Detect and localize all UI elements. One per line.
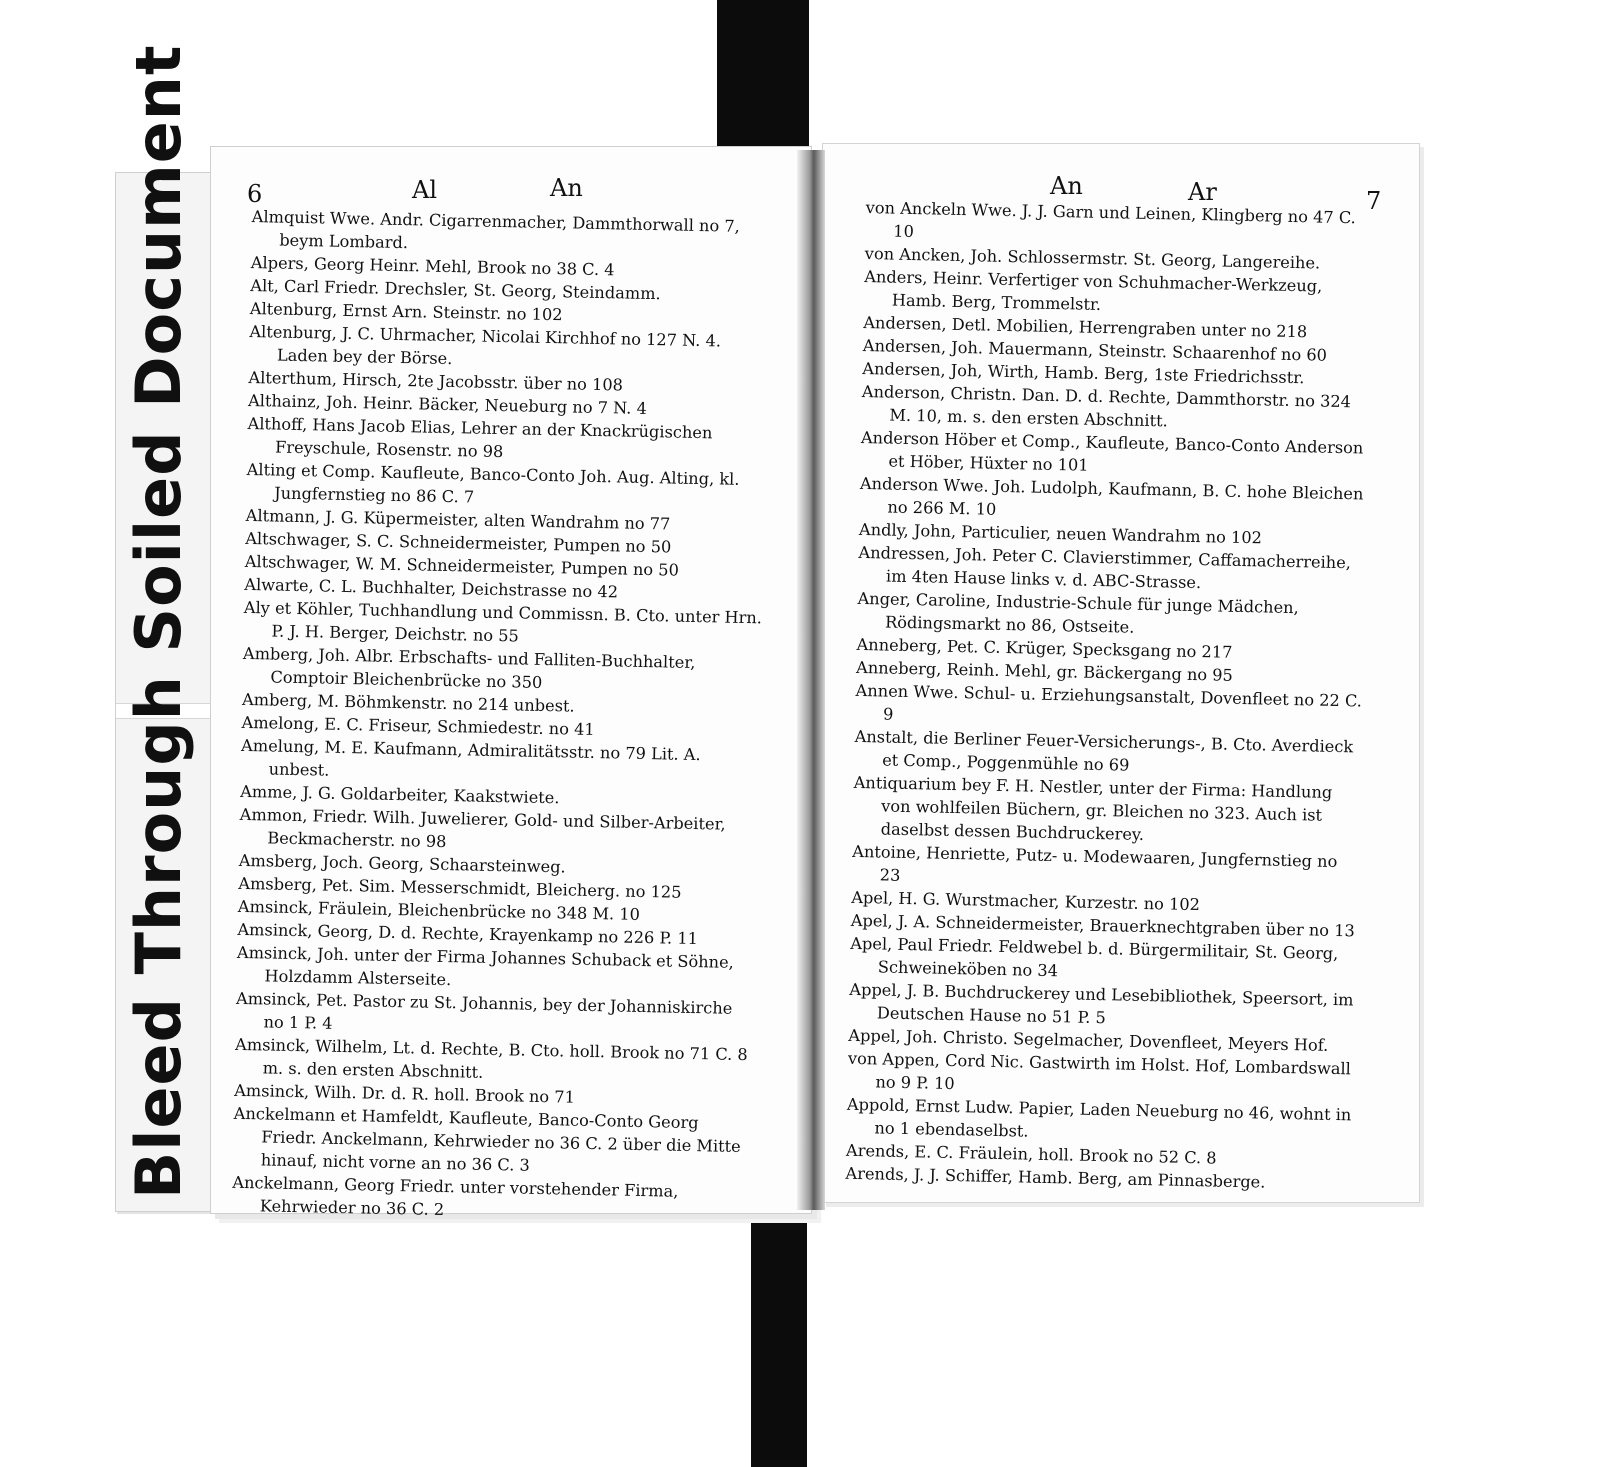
left-running-head-last: An: [550, 174, 583, 202]
binding-strip-top: [717, 0, 809, 152]
directory-entry: Anstalt, die Berliner Feuer-Versicherungs-, B. Cto. Averdieck et Comp., Poggenmühle no 69: [854, 726, 1354, 775]
directory-entry: Anderson Wwe. Joh. Ludolph, Kaufmann, B. C. hohe Bleichen no 266 M. 10: [859, 473, 1364, 519]
directory-entry: Alpers, Georg Heinr. Mehl, Brook no 38 C. 4: [250, 252, 615, 280]
directory-entry: Amme, J. G. Goldarbeiter, Kaakstwiete.: [240, 781, 560, 808]
directory-entry: Amsinck, Wilhelm, Lt. d. Rechte, B. Cto. holl. Brook no 71 C. 8 m. s. den ersten Abschnitt.: [234, 1034, 748, 1082]
directory-entry: Apel, J. A. Schneidermeister, Brauerknechtgraben über no 13: [850, 910, 1355, 941]
right-page-number: 7: [1366, 187, 1382, 215]
directory-entry: Aly et Köhler, Tuchhandlung und Commissn. B. Cto. unter Hrn. P. J. H. Berger, Deichstr. no 55: [243, 597, 763, 646]
directory-entry: Althoff, Hans Jacob Elias, Lehrer an der Knackrügischen Freyschule, Rosenstr. no 98: [247, 413, 713, 462]
directory-entry: Amsinck, Georg, D. d. Rechte, Krayenkamp no 226 P. 11: [237, 919, 699, 949]
directory-entry: Appold, Ernst Ludw. Papier, Laden Neueburg no 46, wohnt in no 1 ebendaselbst.: [846, 1094, 1352, 1141]
right-running-head-last: Ar: [1188, 178, 1217, 206]
directory-entry: Alting et Comp. Kaufleute, Banco-Conto Joh. Aug. Alting, kl. Jungfernstieg no 86 C. 7: [246, 459, 740, 507]
directory-entry: Amelung, M. E. Kaufmann, Admiralitätsstr. no 79 Lit. A. unbest.: [240, 735, 701, 780]
directory-entry: Alterthum, Hirsch, 2te Jacobsstr. über no 108: [248, 367, 624, 395]
directory-entry: Alt, Carl Friedr. Drechsler, St. Georg, Steindamm.: [250, 275, 661, 304]
directory-entry: Antoine, Henriette, Putz- u. Modewaaren, Jungfernstieg no 23: [852, 841, 1338, 885]
directory-entry: Anneberg, Pet. C. Krüger, Specksgang no 217: [856, 634, 1233, 662]
directory-entry: Amsinck, Pet. Pastor zu St. Johannis, bey der Johanniskirche no 1 P. 4: [235, 988, 733, 1033]
directory-entry: Andersen, Detl. Mobilien, Herrengraben unter no 218: [863, 312, 1308, 342]
directory-entry: Arends, J. J. Schiffer, Hamb. Berg, am Pinnasberge.: [845, 1163, 1266, 1192]
directory-entry: Amsberg, Pet. Sim. Messerschmidt, Bleicherg. no 125: [238, 873, 682, 902]
directory-entry: Anderson, Christn. Dan. D. d. Rechte, Dammthorstr. no 324 M. 10, m. s. den ersten Abschnitt.: [861, 381, 1352, 431]
left-page-number: 6: [247, 180, 263, 208]
directory-entry: Appel, J. B. Buchdruckerey und Lesebibliothek, Speersort, im Deutschen Hause no 51 P. 5: [849, 979, 1354, 1028]
directory-entry: Andly, John, Particulier, neuen Wandrahm no 102: [858, 519, 1263, 548]
directory-entry: Appel, Joh. Christo. Segelmacher, Dovenfleet, Meyers Hof.: [848, 1025, 1329, 1055]
directory-entry: Amberg, M. Böhmkenstr. no 214 unbest.: [241, 689, 575, 716]
directory-entry: Amsinck, Fräulein, Bleichenbrücke no 348 M. 10: [237, 896, 641, 924]
directory-entry: von Anckeln Wwe. J. J. Garn und Leinen, Klingberg no 47 C. 10: [865, 197, 1356, 242]
directory-entry: Amsinck, Wilh. Dr. d. R. holl. Brook no 71: [234, 1080, 576, 1107]
directory-entry: Arends, E. C. Fräulein, holl. Brook no 52 C. 8: [845, 1140, 1217, 1168]
left-directory-entries: [232, 205, 772, 1227]
directory-entry: Ammon, Friedr. Wilh. Juwelierer, Gold- und Silber-Arbeiter, Beckmacherstr. no 98: [239, 804, 726, 852]
directory-entry: von Appen, Cord Nic. Gastwirth im Holst. Hof, Lombardswall no 9 P. 10: [847, 1048, 1352, 1094]
directory-entry: Altmann, J. G. Küpermeister, alten Wandrahm no 77: [245, 505, 671, 534]
directory-entry: Andersen, Joh. Mauermann, Steinstr. Schaarenhof no 60: [862, 335, 1328, 365]
directory-entry: Althainz, Joh. Heinr. Bäcker, Neueburg no 7 N. 4: [247, 390, 648, 418]
directory-entry: Anckelmann, Georg Friedr. unter vorstehender Firma, Kehrwieder no 36 C. 2: [232, 1172, 679, 1220]
directory-entry: Annen Wwe. Schul- u. Erziehungsanstalt, Dovenfleet no 22 C. 9: [855, 680, 1363, 724]
directory-entry: Almquist Wwe. Andr. Cigarrenmacher, Dammthorwall no 7, beym Lombard.: [251, 206, 740, 253]
directory-entry: Andressen, Joh. Peter C. Clavierstimmer, Caffamacherreihe, im 4ten Hause links v. d. ABC-Strasse.: [858, 542, 1352, 593]
left-running-head-first: Al: [412, 176, 438, 204]
right-directory-entries: [845, 196, 1376, 1195]
directory-entry: Altenburg, Ernst Arn. Steinstr. no 102: [249, 298, 563, 325]
directory-entry: Anger, Caroline, Industrie-Schule für junge Mädchen, Rödingsmarkt no 86, Ostseite.: [857, 588, 1299, 637]
directory-entry: Anckelmann et Hamfeldt, Kaufleute, Banco-Conto Georg Friedr. Anckelmann, Kehrwieder no 36 C. 2 über die Mitte hinauf, nicht vorne an no 36 C. 3: [233, 1103, 741, 1175]
directory-entry: Antiquarium bey F. H. Nestler, unter der Firma: Handlung von wohlfeilen Büchern, gr. Bleichen no 323. Auch ist daselbst dessen Buchdruckerey.: [853, 772, 1333, 844]
directory-entry: Amsinck, Joh. unter der Firma Johannes Schuback et Söhne, Holzdamm Alsterseite.: [236, 942, 734, 990]
directory-entry: Apel, Paul Friedr. Feldwebel b. d. Bürgermilitair, St. Georg, Schweineköben no 34: [850, 933, 1339, 981]
directory-entry: Amsberg, Joch. Georg, Schaarsteinweg.: [238, 850, 566, 877]
directory-entry: Anneberg, Reinh. Mehl, gr. Bäckergang no 95: [855, 657, 1234, 685]
directory-entry: Andersen, Joh, Wirth, Hamb. Berg, 1ste Friedrichsstr.: [862, 358, 1305, 388]
binding-strip-bottom: [751, 1205, 807, 1467]
directory-entry: Altenburg, J. C. Uhrmacher, Nicolai Kirchhof no 127 N. 4. Laden bey der Börse.: [249, 321, 722, 369]
directory-entry: von Ancken, Joh. Schlossermstr. St. Georg, Langereihe.: [864, 243, 1321, 273]
directory-entry: Altschwager, S. C. Schneidermeister, Pumpen no 50: [245, 528, 672, 557]
directory-entry: Anders, Heinr. Verfertiger von Schuhmacher-Werkzeug, Hamb. Berg, Trommelstr.: [864, 266, 1323, 314]
scan-label-text: Bleed Through Soiled Document: [122, 44, 195, 1199]
page-gutter: [797, 150, 825, 1210]
right-running-head-first: An: [1050, 172, 1083, 200]
directory-entry: Amberg, Joh. Albr. Erbschafts- und Falliten-Buchhalter, Comptoir Bleichenbrücke no 350: [242, 643, 696, 692]
directory-entry: Apel, H. G. Wurstmacher, Kurzestr. no 102: [851, 887, 1201, 915]
directory-entry: Alwarte, C. L. Buchhalter, Deichstrasse no 42: [244, 574, 619, 602]
directory-entry: Anderson Höber et Comp., Kaufleute, Banco-Conto Anderson et Höber, Hüxter no 101: [860, 427, 1364, 475]
directory-entry: Altschwager, W. M. Schneidermeister, Pumpen no 50: [244, 551, 680, 580]
directory-entry: Amelong, E. C. Friseur, Schmiedestr. no 41: [241, 712, 595, 739]
